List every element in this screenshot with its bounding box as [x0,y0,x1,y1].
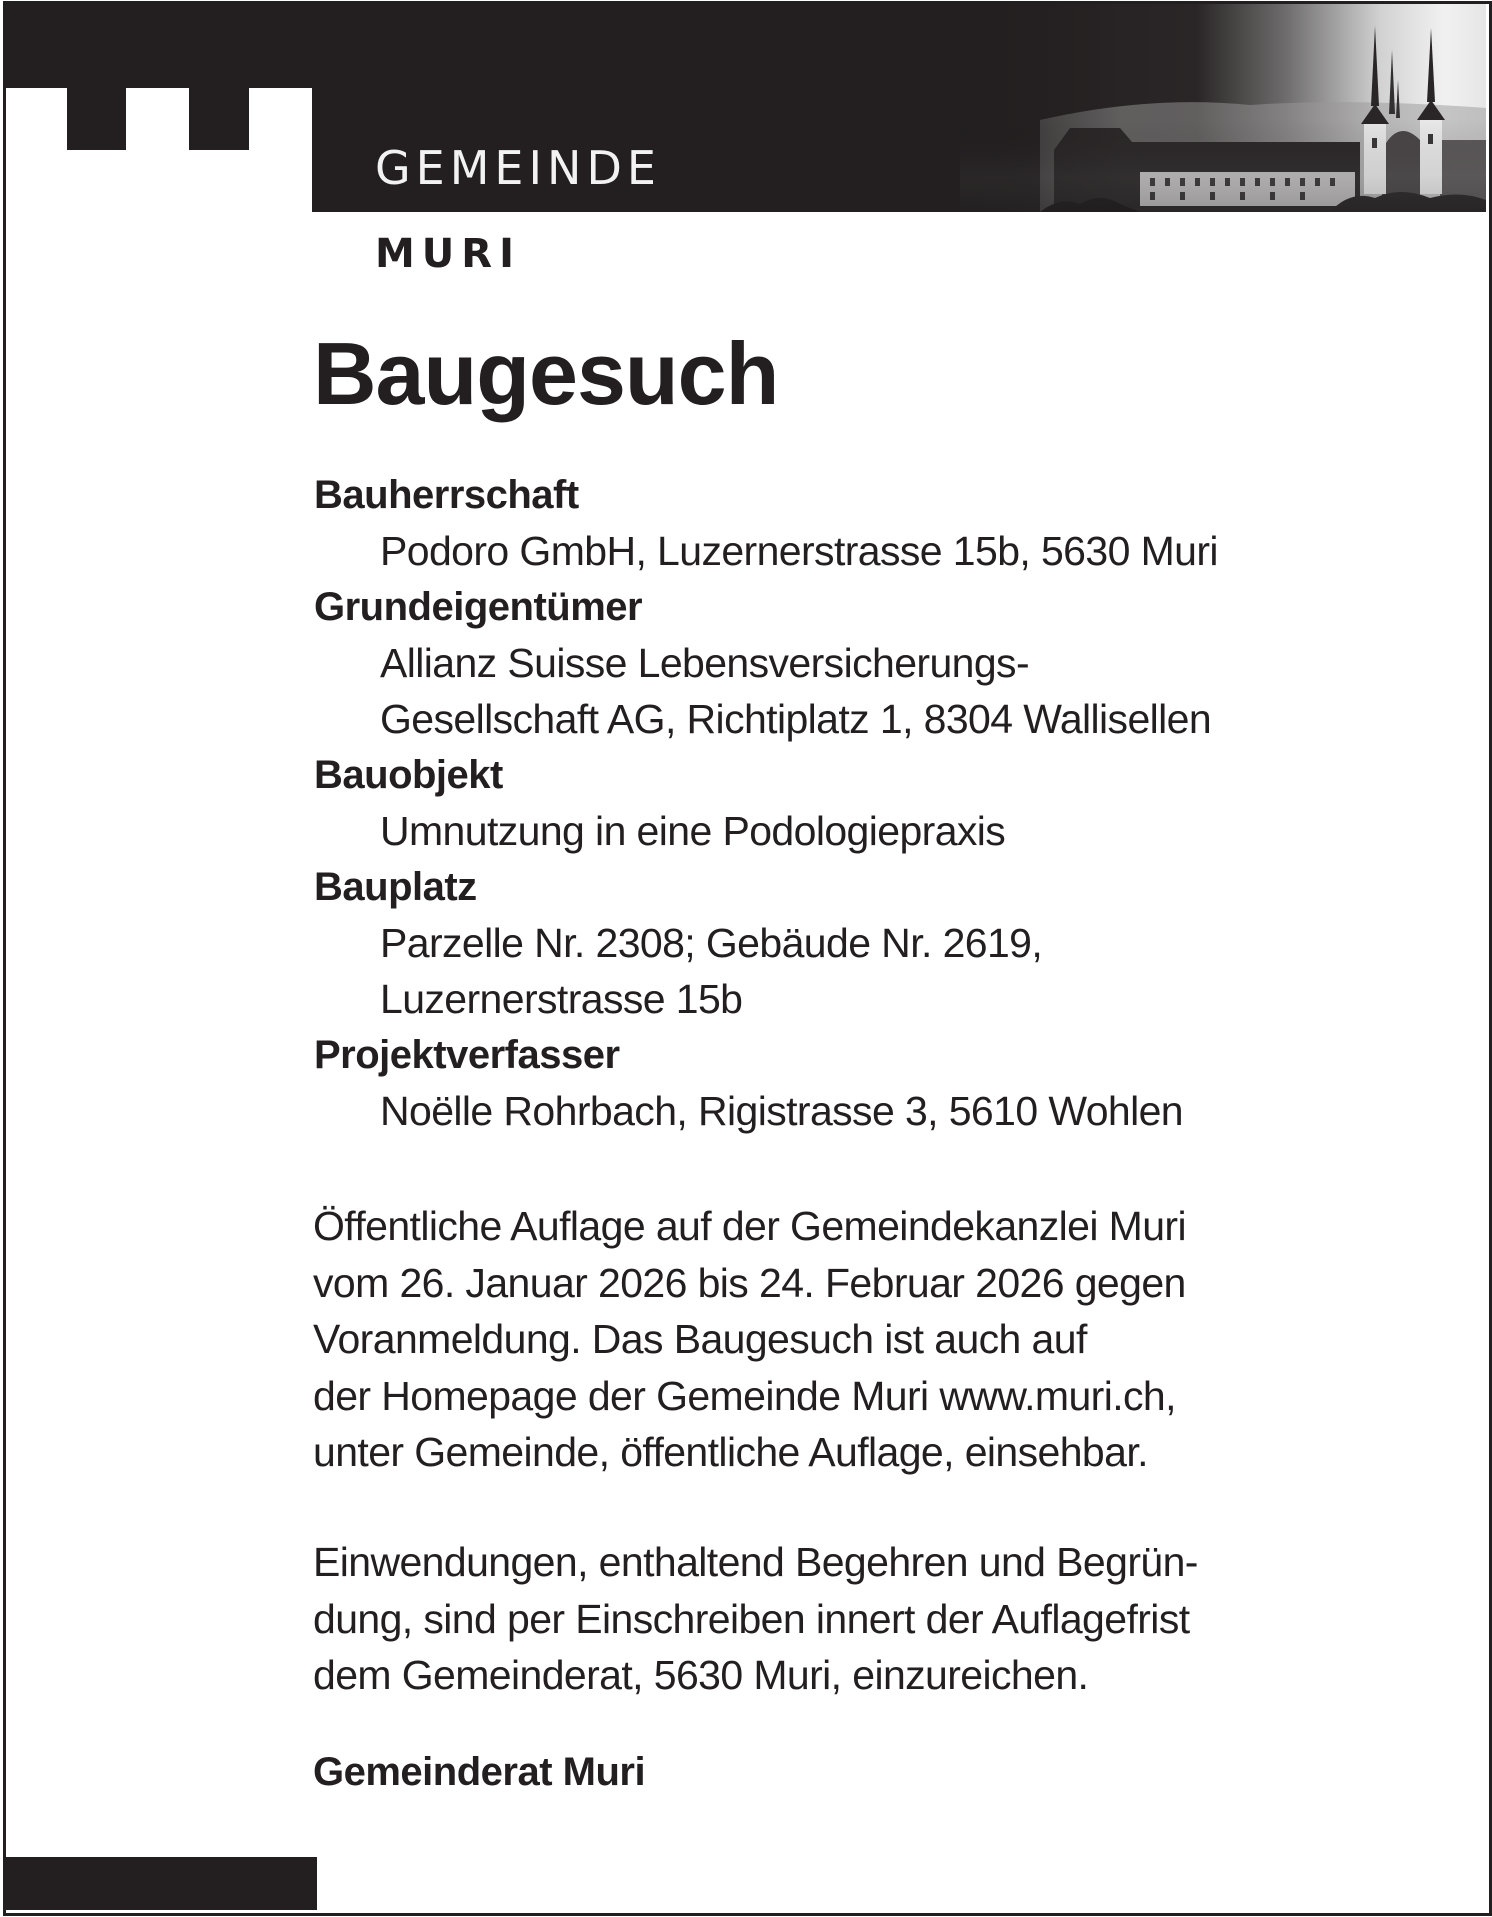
field-value: Gesellschaft AG, Richtiplatz 1, 8304 Wallisellen [380,696,1212,742]
paragraph-line: vom 26. Januar 2026 bis 24. Februar 2026 gegen [313,1259,1186,1306]
field-label: Grundeigentümer [314,585,643,629]
field-value: Noëlle Rohrbach, Rigistrasse 3, 5610 Wohlen [380,1088,1184,1134]
public-display-paragraph [313,1198,1443,1481]
paragraph-line: Öffentliche Auflage auf der Gemeindekanzlei Muri [313,1203,1186,1249]
field-projektverfasser [314,1027,1434,1139]
field-grundeigentuemer [314,579,1434,747]
field-bauplatz [314,859,1434,1027]
field-value: Allianz Suisse Lebensversicherungs- [380,640,1030,686]
signature: Gemeinderat Muri [313,1750,646,1794]
paragraph-line: Einwendungen, enthaltend Begehren und Begrün- [313,1539,1198,1585]
field-bauobjekt [314,747,1434,859]
notice-fields [314,467,1434,1139]
paragraph-line: Voranmeldung. Das Baugesuch ist auch auf [313,1316,1087,1362]
header-banner [0,0,1492,277]
field-value: Parzelle Nr. 2308; Gebäude Nr. 2619, [380,920,1043,966]
crenellation-logo-icon [0,0,1492,215]
field-label: Projektverfasser [314,1033,620,1077]
paragraph-line: der Homepage der Gemeinde Muri www.muri.ch, [313,1372,1176,1419]
logo-muri-text: MURI [375,231,521,277]
logo-gemeinde-text: GEMEINDE [375,141,661,195]
field-label: Bauobjekt [314,753,503,797]
footer-black-block [6,1857,317,1910]
field-value: Luzernerstrasse 15b [380,976,743,1022]
notice-title: Baugesuch [313,324,779,423]
paragraph-line: dung, sind per Einschreiben innert der Auflagefrist [313,1595,1190,1642]
field-label: Bauherrschaft [314,473,579,517]
field-value: Umnutzung in eine Podologiepraxis [380,808,1006,854]
paragraph-line: dem Gemeinderat, 5630 Muri, einzureichen. [313,1652,1089,1698]
paragraph-line: unter Gemeinde, öffentliche Auflage, einsehbar. [313,1429,1148,1475]
field-value: Podoro GmbH, Luzernerstrasse 15b, 5630 Muri [380,528,1218,574]
objections-paragraph [313,1534,1443,1704]
field-label: Bauplatz [314,865,477,909]
field-bauherrschaft [314,467,1434,579]
